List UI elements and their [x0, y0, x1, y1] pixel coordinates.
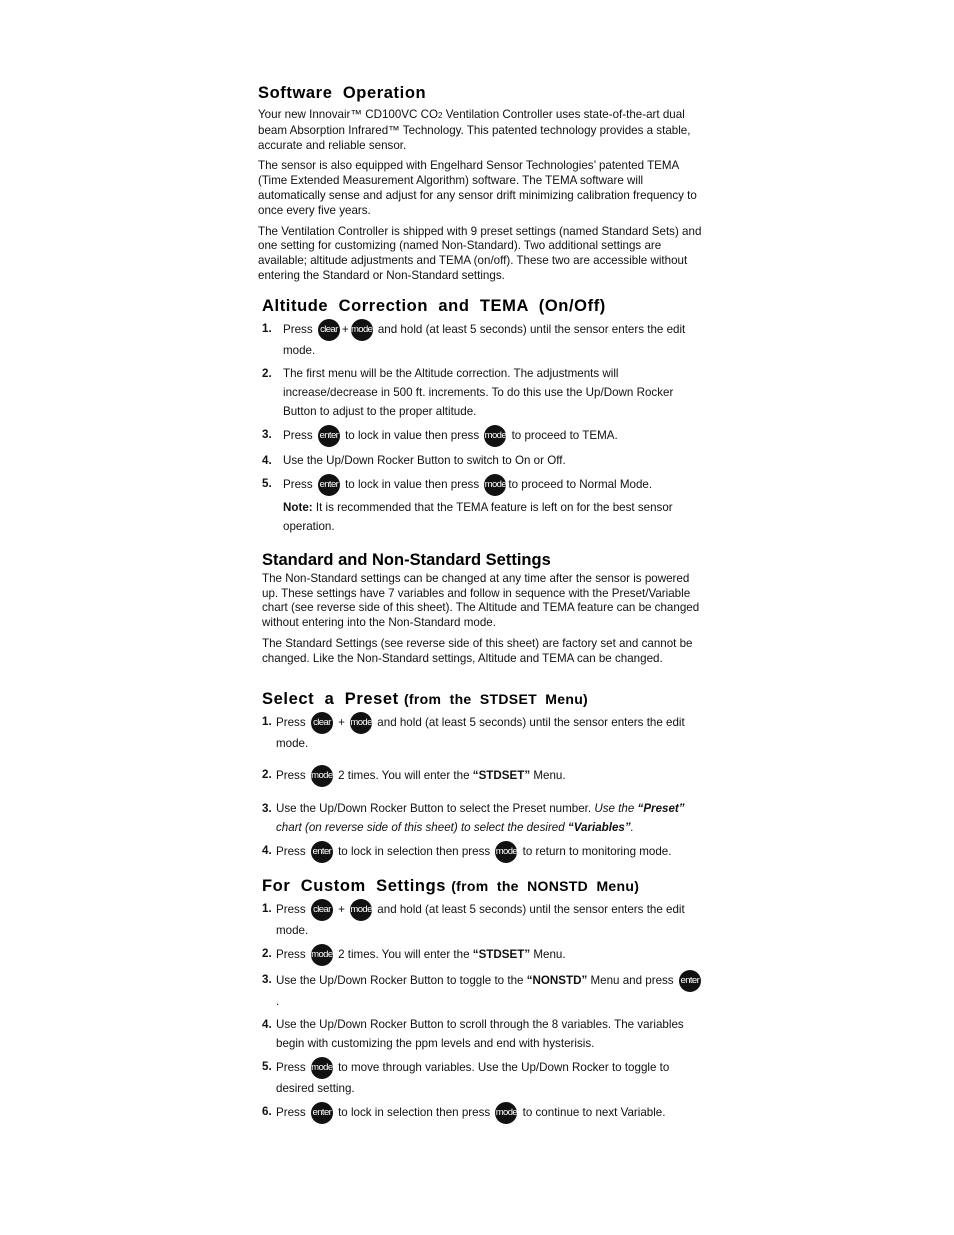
preset-step-1: 1. Press clear + mode and hold (at least 5 seconds) until the sensor enters the edit mode.	[262, 712, 706, 753]
preset-step-3: 3. Use the Up/Down Rocker Button to select the Preset number. Use the “Preset” chart (on reverse side of this sheet) to select the desired “Variables”.	[262, 801, 685, 834]
enter-button-icon: enter	[311, 1102, 333, 1124]
mode-button-icon: mode	[484, 474, 506, 496]
mode-button-icon: mode	[484, 425, 506, 447]
mode-button-icon: mode	[350, 712, 372, 734]
custom-step-1: 1. Press clear + mode and hold (at least 5 seconds) until the sensor enters the edit mode.	[262, 899, 706, 940]
custom-step-5: 5. Press mode to move through variables. Use the Up/Down Rocker to toggle to desired setting.	[262, 1057, 706, 1098]
custom-step-3: 3. Use the Up/Down Rocker Button to toggle to the “NONSTD” Menu and press enter.	[262, 970, 706, 1011]
altitude-step-5: 5. Press enter to lock in value then press mode to proceed to Normal Mode.	[262, 474, 706, 496]
altitude-step-1: 1. Press clear + mode and hold (at least 5 seconds) until the sensor enters the edit mode.	[262, 319, 706, 360]
enter-button-icon: enter	[318, 425, 340, 447]
altitude-step-3: 3. Press enter to lock in value then press mode to proceed to TEMA.	[262, 425, 706, 447]
mode-button-icon: mode	[311, 1057, 333, 1079]
mode-button-icon: mode	[495, 1102, 517, 1124]
custom-step-2: 2. Press mode 2 times. You will enter the “STDSET” Menu.	[262, 944, 706, 966]
software-paragraph-2: The sensor is also equipped with Engelhard Sensor Technologies’ patented TEMA (Time Extended Measurement Algorithm) software. The TEMA software will automatically sense and adjust for any sensor drift minimizing calibration frequency to once every five years.	[258, 159, 697, 217]
custom-settings-section	[262, 877, 706, 1124]
custom-settings-heading: For Custom Settings (from the NONSTD Menu)	[262, 876, 640, 895]
document-page	[258, 84, 706, 1124]
standard-settings-heading: Standard and Non-Standard Settings	[262, 550, 551, 569]
custom-step-4: 4. Use the Up/Down Rocker Button to scroll through the 8 variables. The variables begin with customizing the ppm levels and end with hysterisis.	[262, 1017, 684, 1050]
software-operation-section	[258, 84, 706, 284]
mode-button-icon: mode	[495, 841, 517, 863]
software-paragraph-3: The Ventilation Controller is shipped with 9 preset settings (named Standard Sets) and one setting for customizing (named Non-Standard). Two additional settings are available; altitude adjustments and TEMA (on/off). These two are accessible without entering the Standard or Non-Standard settings.	[258, 224, 702, 282]
preset-step-2: 2. Press mode 2 times. You will enter the “STDSET” Menu.	[262, 765, 706, 787]
altitude-section	[262, 297, 706, 536]
altitude-step-2: 2. The first menu will be the Altitude correction. The adjustments will increase/decrease in 500 ft. increments. To do this use the Up/Down Rocker Button to adjust to the proper altitude.	[262, 366, 674, 418]
enter-button-icon: enter	[318, 474, 340, 496]
mode-button-icon: mode	[351, 319, 373, 341]
select-preset-section	[262, 690, 706, 863]
mode-button-icon: mode	[350, 899, 372, 921]
mode-button-icon: mode	[311, 765, 333, 787]
enter-button-icon: enter	[679, 970, 701, 992]
clear-button-icon: clear	[318, 319, 340, 341]
clear-button-icon: clear	[311, 899, 333, 921]
mode-button-icon: mode	[311, 944, 333, 966]
standard-settings-section	[262, 551, 706, 667]
enter-button-icon: enter	[311, 841, 333, 863]
preset-step-4: 4. Press enter to lock in selection then press mode to return to monitoring mode.	[262, 841, 706, 863]
altitude-note: Note: It is recommended that the TEMA feature is left on for the best sensor operation.	[283, 500, 673, 533]
custom-step-6: 6. Press enter to lock in selection then press mode to continue to next Variable.	[262, 1102, 706, 1124]
standard-paragraph-2: The Standard Settings (see reverse side of this sheet) are factory set and cannot be changed. Like the Non-Standard settings, Altitude and TEMA can be changed.	[262, 636, 693, 665]
altitude-heading: Altitude Correction and TEMA (On/Off)	[262, 296, 606, 315]
clear-button-icon: clear	[311, 712, 333, 734]
software-paragraph-1: Your new Innovair™ CD100VC CO2 Ventilation Controller uses state-of-the-art dual beam Absorption Infrared™ Technology. This patented technology provides a stable, accurate and reliable sensor.	[258, 108, 691, 152]
altitude-step-4: 4. Use the Up/Down Rocker Button to switch to On or Off.	[262, 453, 566, 467]
select-preset-heading: Select a Preset (from the STDSET Menu)	[262, 689, 589, 708]
standard-paragraph-1: The Non-Standard settings can be changed at any time after the sensor is powered up. These settings have 7 variables and follow in sequence with the Preset/Variable chart (see reverse side of this sheet). The Altitude and TEMA feature can be changed without entering into the Non-Standard mode.	[262, 571, 700, 630]
software-operation-heading: Software Operation	[258, 84, 427, 102]
